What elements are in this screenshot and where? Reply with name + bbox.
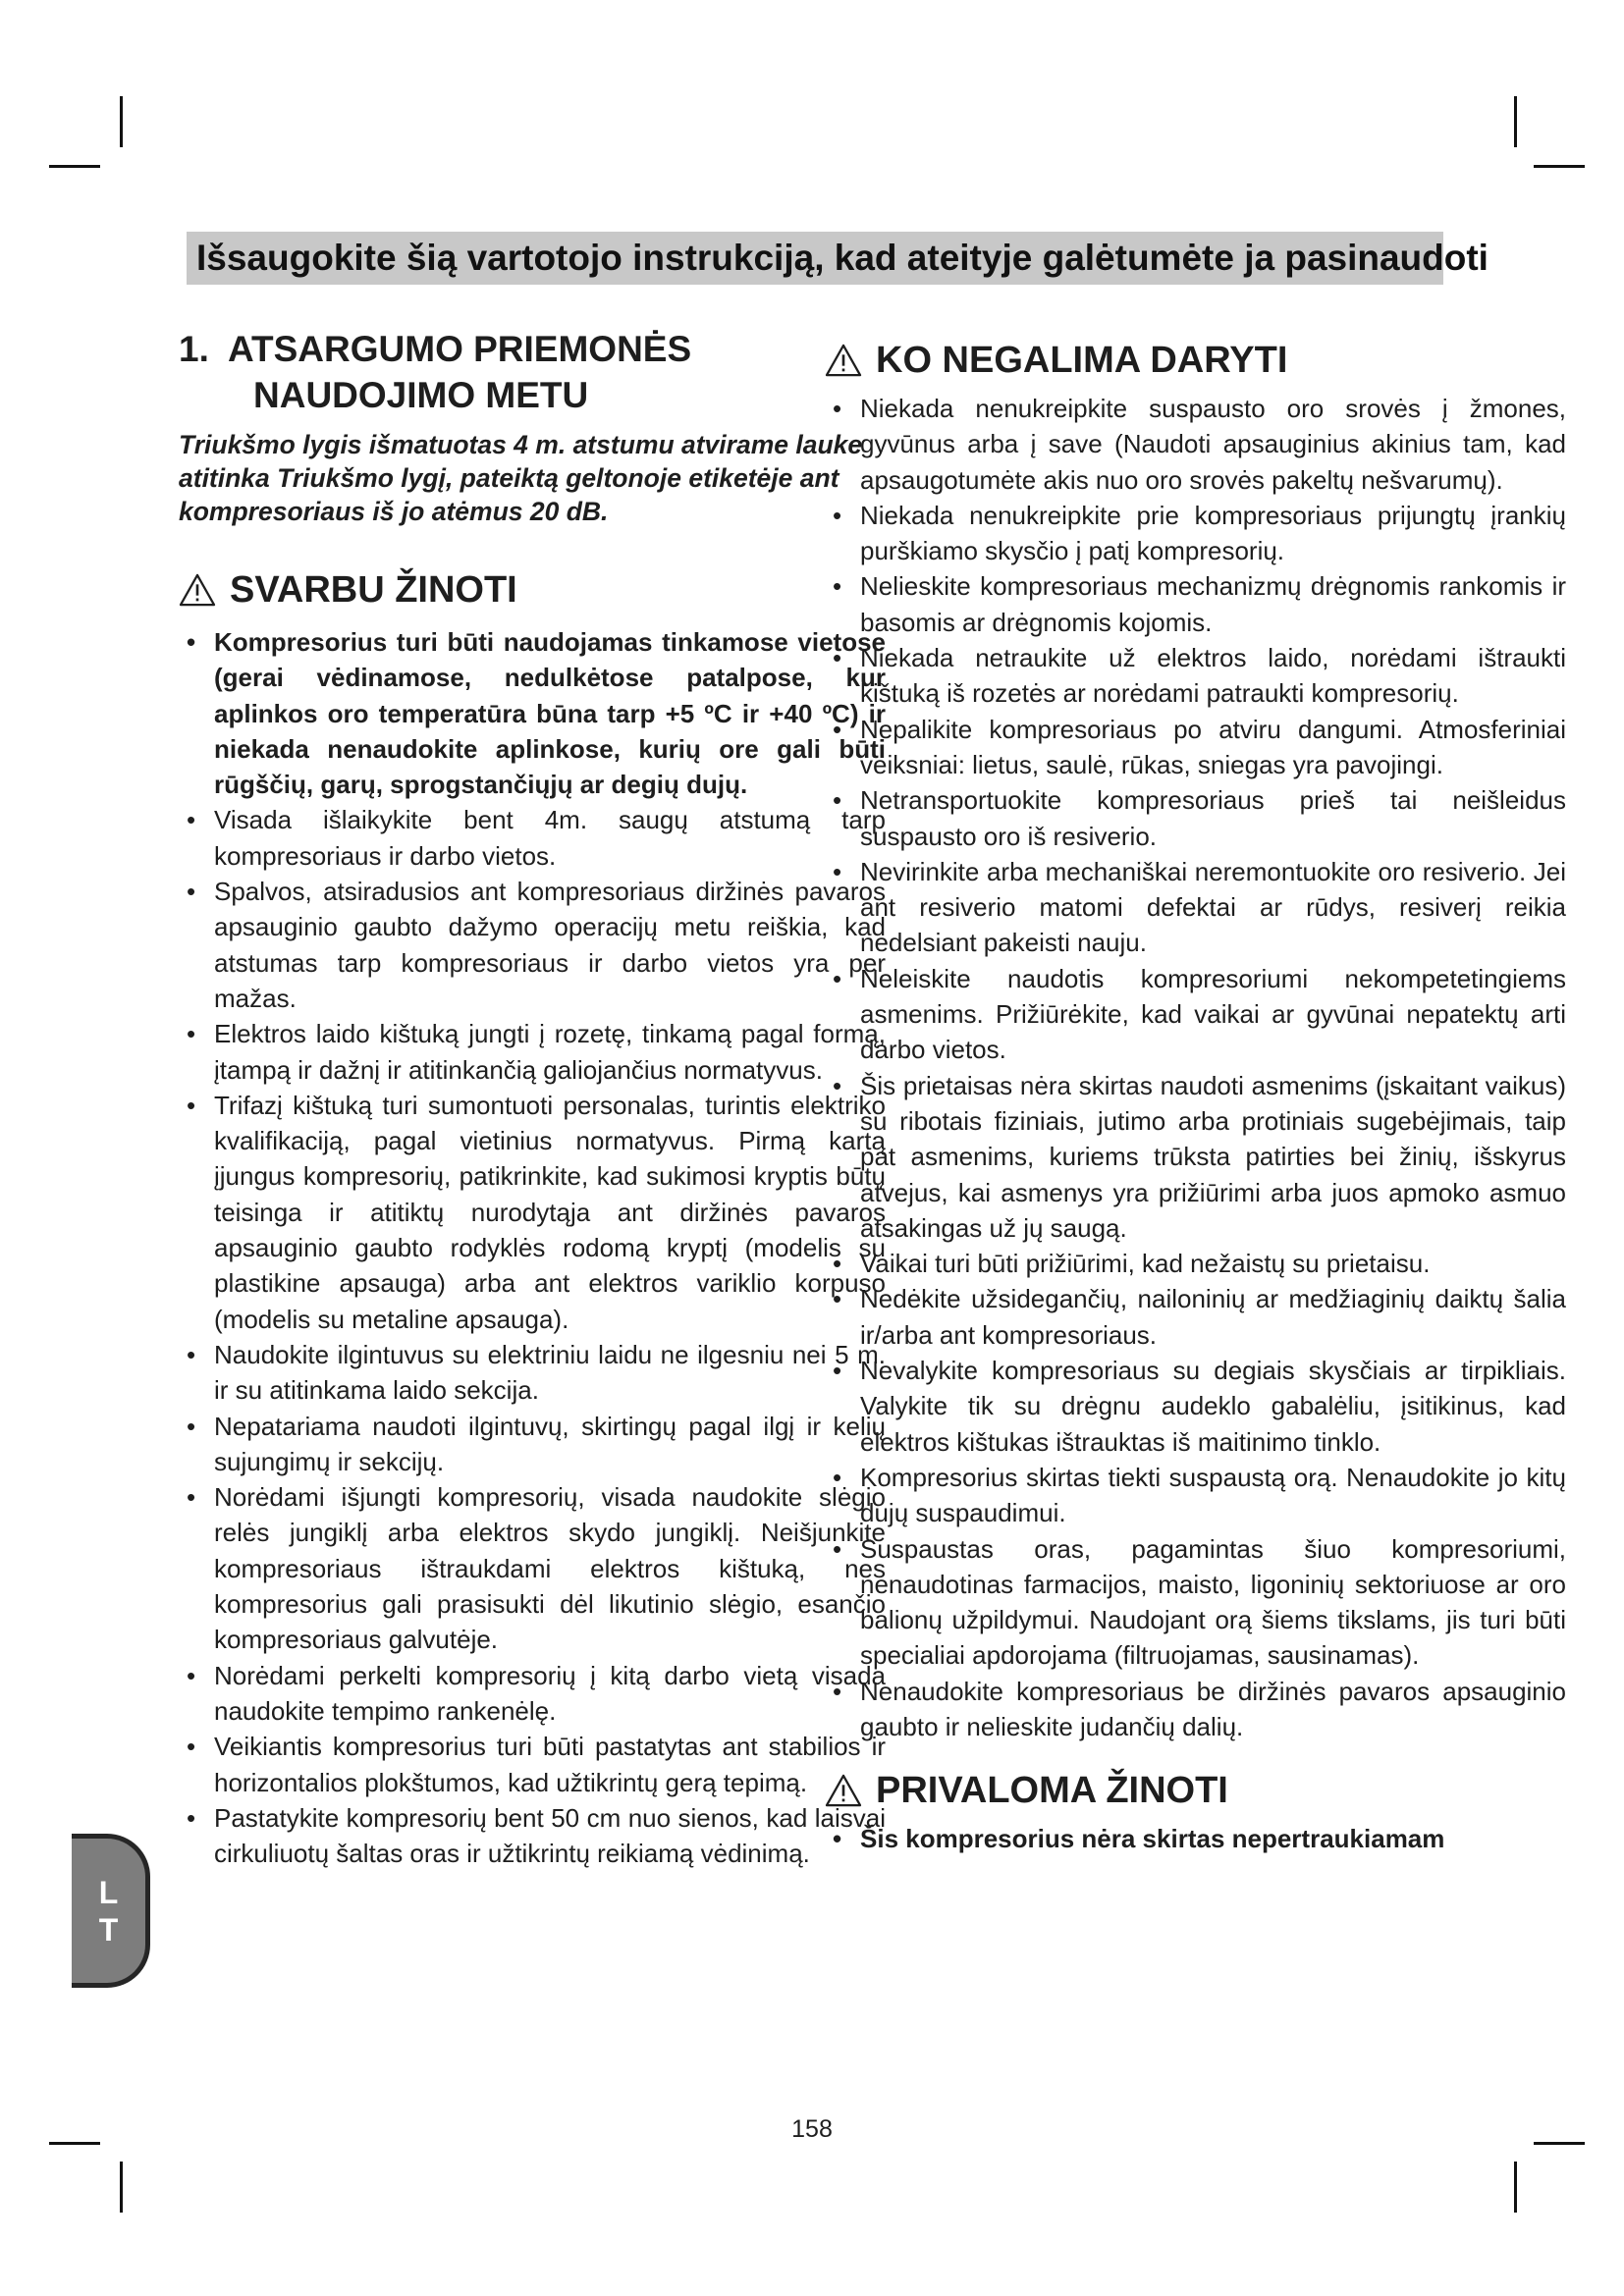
noise-level-note: Triukšmo lygis išmatuotas 4 m. atstumu atvirame lauke atitinka Triukšmo lygį, pateiktą geltonoje etiketėje ant kompresoriaus iš jo atėmus 20 dB. xyxy=(179,430,863,526)
right-column xyxy=(825,338,1566,1857)
warning-triangle-icon xyxy=(179,573,216,607)
page-number: 158 xyxy=(791,2115,833,2143)
header-banner: Išsaugokite šią vartotojo instrukciją, kad ateityje galėtumėte ja pasinaudoti xyxy=(187,232,1443,285)
warning-triangle-icon xyxy=(825,1774,862,1807)
list-item: • Nepalikite kompresoriaus po atviru dangumi. Atmosferiniai veiksniai: lietus, saulė, rūkas, sniegas yra pavojingi. xyxy=(825,712,1566,783)
list-item: • Netransportuokite kompresoriaus prieš tai neišleidus suspausto oro iš resiverio. xyxy=(825,782,1566,854)
list-item: • Spalvos, atsiradusios ant kompresoriaus diržinės pavaros apsauginio gaubto dažymo operacijų metu reiškia, kad atstumas tarp kompresoriaus ir darbo vietos yra per mažas. xyxy=(179,874,886,1016)
list-item: • Veikiantis kompresorius turi būti pastatytas ant stabilios ir horizontalios plokštumos, kad užtikrintų gerą tepimą. xyxy=(179,1729,886,1800)
svarbu-list xyxy=(179,624,886,1871)
ko-negalima-title: KO NEGALIMA DARYTI xyxy=(876,340,1288,381)
list-item: • Nepatariama naudoti ilgintuvų, skirtingų pagal ilgį ir kelių sujungimų ir sekcijų. xyxy=(179,1409,886,1480)
list-item: • Vaikai turi būti prižiūrimi, kad nežaistų su prietaisu. xyxy=(825,1246,1566,1281)
list-item: • Nelieskite kompresoriaus mechanizmų drėgnomis rankomis ir basomis ar drėgnomis kojomis. xyxy=(825,568,1566,640)
language-tab-letter: T xyxy=(98,1911,119,1948)
list-item: • Norėdami perkelti kompresorių į kitą darbo vietą visada naudokite tempimo rankenėlę. xyxy=(179,1658,886,1730)
warning-triangle-icon xyxy=(825,344,862,377)
list-item: • Norėdami išjungti kompresorių, visada naudokite slėgio relės jungiklį arba elektros skydo jungiklį. Neišjunkite kompresoriaus ištraukdami elektros kištuką, nes kompresorius gali prasisukti dėl likutinio slėgio, esančio kompresoriaus galvutėje. xyxy=(179,1479,886,1657)
list-item: • Šis kompresorius nėra skirtas nepertraukiamam xyxy=(825,1821,1566,1856)
crop-mark xyxy=(120,96,123,147)
svarbu-heading xyxy=(179,567,886,613)
list-item: • Nedėkite užsidegančių, nailoninių ar medžiaginių daiktų šalia ir/arba ant kompresoriaus. xyxy=(825,1281,1566,1353)
list-item: • Nevirinkite arba mechaniškai neremontuokite oro resiverio. Jei ant resiverio matomi defektai ar rūdys, resiverį reikia nedelsiant pakeisti nauju. xyxy=(825,854,1566,961)
language-tab-letter: L xyxy=(98,1874,119,1910)
crop-mark xyxy=(1514,96,1517,147)
list-item: • Elektros laido kištuką jungti į rozetę, tinkamą pagal formą, įtampą ir dažnį ir atitinkančią galiojančius normatyvus. xyxy=(179,1016,886,1088)
section-number: 1. xyxy=(179,329,209,369)
list-item: • Trifazį kištuką turi sumontuoti personalas, turintis elektriko kvalifikaciją, pagal vietinius normatyvus. Pirmą kartą įjungus kompresorių, patikrinkite, kad sukimosi kryptis būtų teisinga ir atitiktų nurodytąja ant diržinės pavaros apsauginio gaubto rodyklės rodomą kryptį (modelis su plastikine apsauga) arba ant elektros variklio korpuso (modelis su metaline apsauga). xyxy=(179,1088,886,1337)
list-item: • Visada išlaikykite bent 4m. saugų atstumą tarp kompresoriaus ir darbo vietos. xyxy=(179,802,886,874)
list-item: • Pastatykite kompresorių bent 50 cm nuo sienos, kad laisvai cirkuliuotų šaltas oras ir užtikrintų reikiamą vėdinimą. xyxy=(179,1800,886,1872)
list-item: • Nenaudokite kompresoriaus be diržinės pavaros apsauginio gaubto ir nelieskite judančių dalių. xyxy=(825,1674,1566,1745)
crop-mark xyxy=(1514,2162,1517,2213)
left-column xyxy=(179,326,886,1871)
section-title-line2: NAUDOJIMO METU xyxy=(253,375,589,415)
list-item: • Kompresorius turi būti naudojamas tinkamose vietose (gerai vėdinamose, nedulkėtose patalpose, kur aplinkos oro temperatūra būna tarp +5 ºC ir +40 ºC) ir niekada nenaudokite aplinkose, kurių ore gali būti rūgščių, garų, sprogstančiųjų ar degių dujų. xyxy=(179,624,886,802)
crop-mark xyxy=(120,2162,123,2213)
section-title-line1: ATSARGUMO PRIEMONĖS xyxy=(228,329,692,369)
list-item: • Neleiskite naudotis kompresoriumi nekompetetingiems asmenims. Prižiūrėkite, kad vaikai ar gyvūnai nepatektų arti darbo vietos. xyxy=(825,961,1566,1068)
list-item: • Niekada netraukite už elektros laido, norėdami ištraukti kištuką iš rozetės ar norėdami patraukti kompresorių. xyxy=(825,640,1566,712)
privaloma-title: PRIVALOMA ŽINOTI xyxy=(876,1770,1228,1812)
language-tab xyxy=(72,1834,150,1988)
list-item: • Niekada nenukreipkite prie kompresoriaus prijungtų įrankių purškiamo skysčio į patį kompresorių. xyxy=(825,498,1566,569)
svarbu-title: SVARBU ŽINOTI xyxy=(230,569,517,611)
privaloma-list xyxy=(825,1821,1566,1856)
crop-mark xyxy=(1534,165,1585,168)
section-title xyxy=(179,326,886,418)
privaloma-heading xyxy=(825,1768,1566,1813)
list-item: • Niekada nenukreipkite suspausto oro srovės į žmones, gyvūnus arba į save (Naudoti apsauginius akinius tam, kad apsaugotumėte akis nuo oro srovės pakeltų nešvarumų). xyxy=(825,391,1566,498)
list-item: • Naudokite ilgintuvus su elektriniu laidu ne ilgesniu nei 5 m. ir su atitinkama laido sekcija. xyxy=(179,1337,886,1409)
crop-mark xyxy=(49,165,100,168)
list-item: • Kompresorius skirtas tiekti suspaustą orą. Nenaudokite jo kitų dujų suspaudimui. xyxy=(825,1460,1566,1531)
ko-negalima-heading xyxy=(825,338,1566,383)
list-item: • Nevalykite kompresoriaus su degiais skysčiais ar tirpikliais. Valykite tik su drėgnu audeklo gabalėliu, įsitikinus, kad elektros kištukas ištrauktas iš maitinimo tinklo. xyxy=(825,1353,1566,1460)
ko-negalima-list xyxy=(825,391,1566,1744)
list-item: • Suspaustas oras, pagamintas šiuo kompresoriumi, nenaudotinas farmacijos, maisto, ligoninių sektoriuose ar oro balionų užpildymui. Naudojant orą šiems tikslams, jis turi būti specialiai apdorojama (filtruojamas, sausinamas). xyxy=(825,1531,1566,1674)
list-item: • Šis prietaisas nėra skirtas naudoti asmenims (įskaitant vaikus) su ribotais fiziniais, jutimo arba protiniais sugebėjimais, taip pat asmenims, kuriems trūksta patirties bei žinių, išskyrus atvejus, kai asmenys yra prižiūrimi arba juos apmoko asmuo atsakingas už jų saugą. xyxy=(825,1068,1566,1246)
